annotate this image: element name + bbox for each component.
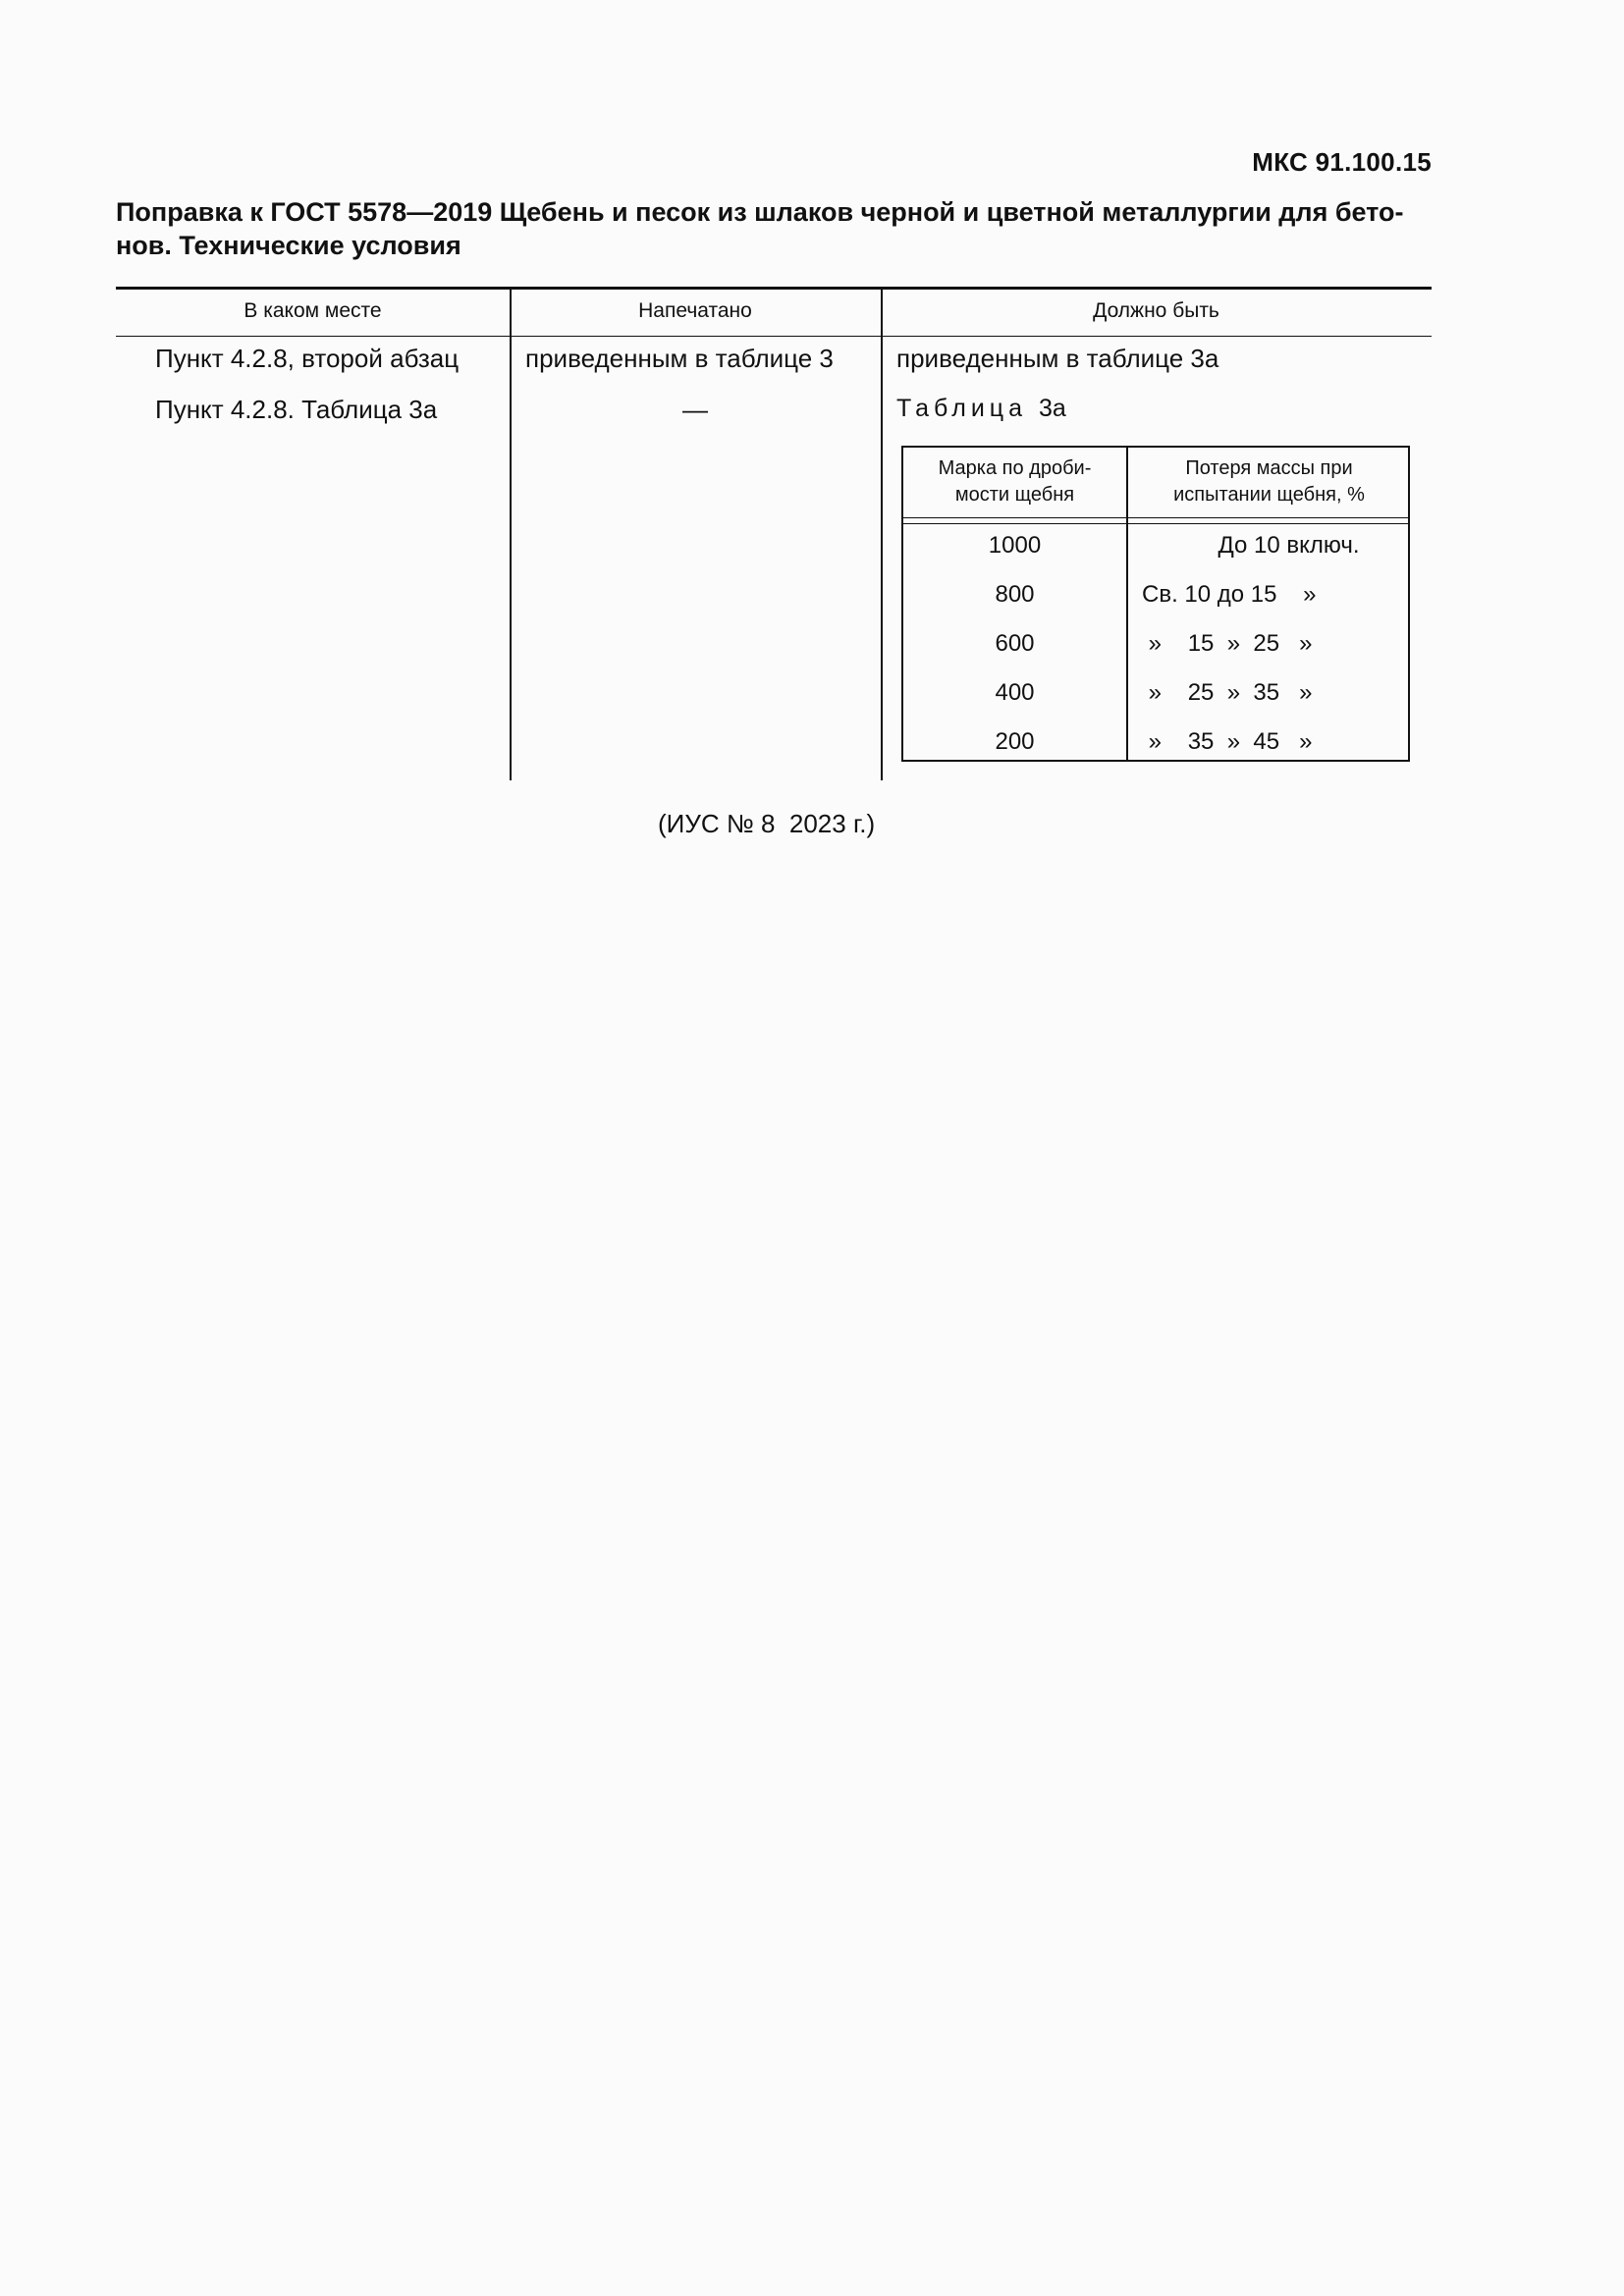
loss-value: » 25 » 35 » xyxy=(1142,679,1313,706)
table-row xyxy=(903,581,1408,630)
table-row xyxy=(903,532,1408,581)
column-divider xyxy=(510,287,512,780)
loss-value: » 35 » 45 » xyxy=(1142,728,1313,755)
grade-value: 400 xyxy=(995,679,1035,706)
loss-value: До 10 включ. xyxy=(1218,532,1360,559)
table-row xyxy=(903,728,1408,777)
source-reference: (ИУС № 8 2023 г.) xyxy=(658,809,876,838)
row-2-printed: — xyxy=(682,395,708,424)
inner-header-loss-line-1: Потеря массы при xyxy=(1185,457,1353,479)
column-header-printed: Напечатано xyxy=(638,299,752,322)
column-divider xyxy=(881,287,883,780)
row-1-place: Пункт 4.2.8, второй абзац xyxy=(155,344,460,373)
loss-value: » 15 » 25 » xyxy=(1142,630,1313,657)
table-3a xyxy=(901,446,1410,762)
inner-header-grade-line-1: Марка по дроби- xyxy=(938,457,1092,479)
grade-value: 600 xyxy=(995,630,1035,657)
inner-header-loss-line-2: испытании щебня, % xyxy=(1173,484,1365,506)
row-2-should-be-caption xyxy=(896,395,1066,423)
document-title xyxy=(116,195,1432,262)
column-header-should-be: Должно быть xyxy=(1093,299,1219,322)
document-title-line-2: нов. Технические условия xyxy=(116,231,461,260)
table-header-rule xyxy=(116,336,1432,337)
table-row xyxy=(903,630,1408,679)
inner-header-grade-line-2: мости щебня xyxy=(954,484,1075,506)
inner-header-rule xyxy=(903,523,1408,524)
row-1-should-be: приведенным в таблице 3а xyxy=(896,344,1219,373)
table-caption-number: 3а xyxy=(1039,395,1066,422)
grade-value: 800 xyxy=(995,581,1035,608)
table-caption-label: Таблица xyxy=(896,395,1028,422)
inner-header-rule xyxy=(903,517,1408,518)
grade-value: 200 xyxy=(995,728,1035,755)
loss-value: Св. 10 до 15 » xyxy=(1142,581,1317,608)
column-header-place: В каком месте xyxy=(244,299,382,322)
inner-header-grade xyxy=(903,455,1126,514)
row-2-place: Пункт 4.2.8. Таблица 3а xyxy=(155,395,438,424)
document-title-line-1: Поправка к ГОСТ 5578—2019 Щебень и песок из шлаков черной и цветной металлургии для бето- xyxy=(116,197,1404,227)
table-row xyxy=(903,679,1408,728)
classification-code: МКС 91.100.15 xyxy=(1252,147,1432,177)
grade-value: 1000 xyxy=(988,532,1042,559)
row-1-printed: приведенным в таблице 3 xyxy=(525,344,834,373)
inner-header-loss xyxy=(1128,455,1410,514)
